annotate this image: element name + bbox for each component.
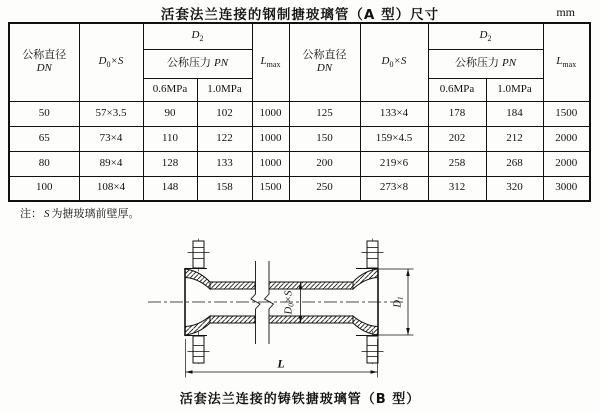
- cell-dn: 250: [289, 176, 360, 201]
- cell-dn: 80: [9, 151, 79, 176]
- cell-06: 178: [428, 101, 486, 126]
- col-header-dn-right: 公称直径 DN: [289, 23, 360, 101]
- cell-lmax: 2000: [543, 151, 590, 176]
- table-row: [9, 176, 590, 201]
- cell-dn: 50: [9, 101, 79, 126]
- cell-d0s: 133×4: [360, 101, 428, 126]
- cell-06: 312: [428, 176, 486, 201]
- unit-label: mm: [556, 5, 575, 19]
- dimension-l: [186, 339, 378, 378]
- dimension-table: [8, 22, 591, 202]
- cell-dn: 65: [9, 126, 79, 151]
- cell-lmax: 1000: [252, 101, 289, 126]
- cell-06: 110: [143, 126, 197, 151]
- cell-d0s: 73×4: [79, 126, 143, 151]
- cell-d0s: 219×6: [360, 151, 428, 176]
- cell-dn: 100: [9, 176, 79, 201]
- cell-06: 128: [143, 151, 197, 176]
- cell-10: 133: [197, 151, 252, 176]
- cell-d0s: 108×4: [79, 176, 143, 201]
- table-title: 活套法兰连接的钢制搪玻璃管（A 型）尺寸: [160, 7, 440, 23]
- cell-lmax: 2000: [543, 126, 590, 151]
- col-header-dn-left: 公称直径 DN: [9, 23, 79, 101]
- cell-d0s: 57×3.5: [79, 101, 143, 126]
- cell-dn: 200: [289, 151, 360, 176]
- cell-d0s: 159×4.5: [360, 126, 428, 151]
- cell-lmax: 1500: [543, 101, 590, 126]
- cell-10: 158: [197, 176, 252, 201]
- table-row: [9, 101, 590, 126]
- dimension-label-d1: $D_1$: [392, 296, 405, 308]
- pipe-drawing: [130, 233, 465, 385]
- bottom-caption: 活套法兰连接的铸铁搪玻璃管（B 型）: [179, 392, 421, 407]
- cell-10: 184: [486, 101, 543, 126]
- footnote: 注： S 为搪玻璃前壁厚。: [20, 208, 140, 220]
- cell-06: 202: [428, 126, 486, 151]
- col-header-lmax-left: $L_{max}$: [252, 23, 289, 101]
- col-header-pn-right: 公称压力 PN: [428, 49, 543, 78]
- cell-d0s: 89×4: [79, 151, 143, 176]
- cell-06: 148: [143, 176, 197, 201]
- col-header-d0s-right: $D_0\times S$: [360, 23, 428, 101]
- cell-lmax: 1000: [252, 126, 289, 151]
- cell-d0s: 273×8: [360, 176, 428, 201]
- cell-10: 122: [197, 126, 252, 151]
- col-header-06mpa-right: 0.6MPa: [428, 78, 486, 101]
- col-header-06mpa-left: 0.6MPa: [143, 78, 197, 101]
- table-row: [9, 151, 590, 176]
- col-header-10mpa-left: 1.0MPa: [197, 78, 252, 101]
- cell-dn: 125: [289, 101, 360, 126]
- pipe-break-lines: [251, 261, 274, 344]
- col-header-10mpa-right: 1.0MPa: [486, 78, 543, 101]
- cell-lmax: 3000: [543, 176, 590, 201]
- cell-10: 102: [197, 101, 252, 126]
- cell-dn: 150: [289, 126, 360, 151]
- cell-10: 212: [486, 126, 543, 151]
- dimension-label-d0s: $D_0\times S$: [283, 290, 296, 315]
- dimension-label-l: L: [277, 356, 285, 371]
- col-header-lmax-right: $L_{max}$: [543, 23, 590, 101]
- cell-06: 90: [143, 101, 197, 126]
- cell-10: 320: [486, 176, 543, 201]
- cell-06: 258: [428, 151, 486, 176]
- col-header-d2-right: $D_2$: [428, 23, 543, 49]
- col-header-d0s-left: $D_0\times S$: [79, 23, 143, 101]
- cell-lmax: 1000: [252, 151, 289, 176]
- cell-10: 268: [486, 151, 543, 176]
- table-row: [9, 126, 590, 151]
- col-header-d2-left: $D_2$: [143, 23, 252, 49]
- col-header-pn-left: 公称压力 PN: [143, 49, 252, 78]
- cell-lmax: 1500: [252, 176, 289, 201]
